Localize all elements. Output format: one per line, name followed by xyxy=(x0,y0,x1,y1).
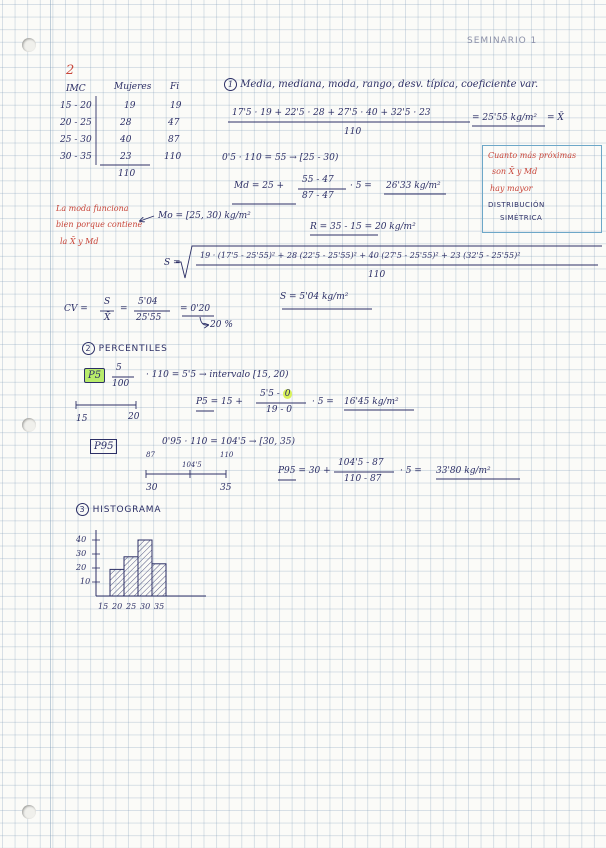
median-label: Md = 25 + xyxy=(234,181,285,191)
median-tail: · 5 = xyxy=(350,181,372,191)
symmetry-note-line5: SIMÉTRICA xyxy=(500,214,543,222)
histogram-bar xyxy=(110,569,124,596)
table-header-imc: IMC xyxy=(66,84,86,94)
histogram-bar xyxy=(152,564,166,596)
section3-title: HISTOGRAMA xyxy=(92,505,162,515)
problem-number: 2 xyxy=(66,63,75,78)
p5-calculation: · 110 = 5'5 → intervalo [15, 20) xyxy=(146,370,289,380)
p5-formula-label: P5 = 15 + xyxy=(196,397,243,407)
p95-formula-tail: · 5 = xyxy=(400,466,422,476)
p5-formula-den: 19 - 0 xyxy=(266,405,292,415)
table-cell: 19 xyxy=(170,101,182,111)
sd-denominator: 110 xyxy=(368,270,386,280)
symmetry-note-line4: DISTRIBUCIÓN xyxy=(488,201,545,209)
cv-equals: = xyxy=(120,304,128,314)
table-cell: 23 xyxy=(120,152,132,162)
table-cell: 40 xyxy=(120,135,132,145)
symmetry-note-line1: Cuanto más próximas xyxy=(488,151,577,160)
p5-axis-right: 20 xyxy=(128,412,140,422)
median-fraction-num: 55 - 47 xyxy=(302,175,334,185)
histogram-x-tick: 15 xyxy=(98,602,109,611)
p5-label: P5 xyxy=(84,370,105,381)
table-cell: 19 xyxy=(124,101,136,111)
histogram-bar xyxy=(138,540,152,596)
cv-fraction-den: X̄ xyxy=(104,313,111,323)
section1-title: Media, mediana, moda, rango, desv. típica, coeficiente var. xyxy=(240,79,539,90)
histogram-x-tick: 30 xyxy=(140,602,151,611)
table-total: 110 xyxy=(118,169,136,179)
p95-formula-den: 110 - 87 xyxy=(344,474,382,484)
cv-den: 25'55 xyxy=(136,313,162,323)
table-cell: 30 - 35 xyxy=(60,152,92,162)
p95-label: P95 xyxy=(90,441,117,452)
section2-title: PERCENTILES xyxy=(98,344,168,354)
table-cell: 25 - 30 xyxy=(60,135,92,145)
table-cell: 47 xyxy=(168,118,180,128)
table-header-fi: Fi xyxy=(170,82,180,92)
histogram-y-tick: 30 xyxy=(76,549,87,558)
page-header-title: SEMINARIO 1 xyxy=(467,36,538,46)
mode-note-line1: La moda funciona xyxy=(56,204,129,213)
cv-fraction-num: S xyxy=(104,297,111,307)
section3-number: 3 xyxy=(76,503,89,516)
p95-calculation: 0'95 · 110 = 104'5 → [30, 35) xyxy=(162,437,295,447)
sd-numerator: 19 · (17'5 - 25'55)² + 28 (22'5 - 25'55)² + 40 (27'5 - 25'55)² + 23 (32'5 - 25'55)² xyxy=(200,251,521,260)
table-cell: 15 - 20 xyxy=(60,101,92,111)
mode-note-line2: bien porque contiene xyxy=(56,220,143,229)
mode-value: Mo = [25, 30) kg/m² xyxy=(158,211,251,221)
cv-result: = 0'20 xyxy=(180,304,211,314)
symmetry-note-line3: hay mayor xyxy=(490,184,533,193)
section2-number: 2 xyxy=(82,342,95,355)
p5-fraction-num: 5 xyxy=(116,363,122,373)
p95-mark-mid: 104'5 xyxy=(182,461,202,469)
histogram-x-tick: 25 xyxy=(126,602,137,611)
cv-percent: 20 % xyxy=(210,320,233,330)
p5-formula-tail: · 5 = xyxy=(312,397,334,407)
p95-formula-label: P95 = 30 + xyxy=(278,466,331,476)
sd-result: S = 5'04 kg/m² xyxy=(280,292,349,302)
p95-mark-87: 87 xyxy=(146,451,155,459)
table-cell: 110 xyxy=(164,152,182,162)
p5-highlight-zero: 0 xyxy=(284,389,291,399)
histogram-x-tick: 20 xyxy=(112,602,123,611)
cv-num: 5'04 xyxy=(138,297,158,307)
median-result: 26'33 kg/m² xyxy=(386,181,441,191)
histogram-y-tick: 20 xyxy=(76,563,87,572)
p95-formula-num: 104'5 - 87 xyxy=(338,458,384,468)
table-cell: 28 xyxy=(120,118,132,128)
table-cell: 20 - 25 xyxy=(60,118,92,128)
histogram-x-tick: 35 xyxy=(154,602,165,611)
histogram-y-tick: 10 xyxy=(80,577,91,586)
mode-note-line3: la X̄ y Md xyxy=(60,237,99,246)
p5-result: 16'45 kg/m² xyxy=(344,397,399,407)
mean-result: = 25'55 kg/m² xyxy=(472,113,538,123)
median-position: 0'5 · 110 = 55 → [25 - 30) xyxy=(222,153,339,163)
table-cell: 87 xyxy=(168,135,180,145)
cv-label: CV = xyxy=(64,304,88,314)
table-header-mujeres: Mujeres xyxy=(114,82,152,92)
median-fraction-den: 87 - 47 xyxy=(302,191,334,201)
mean-symbol: = X̄ xyxy=(547,113,564,123)
histogram-y-tick: 40 xyxy=(76,535,87,544)
p5-fraction-den: 100 xyxy=(112,379,130,389)
p5-axis-left: 15 xyxy=(76,414,88,424)
p95-axis-right: 35 xyxy=(220,483,232,493)
p95-axis-left: 30 xyxy=(146,483,158,493)
p95-mark-110: 110 xyxy=(220,451,234,459)
p5-formula-num: 5'5 - 0 xyxy=(260,389,291,399)
mean-numerator: 17'5 · 19 + 22'5 · 28 + 27'5 · 40 + 32'5 · 23 xyxy=(232,108,431,118)
range-value: R = 35 - 15 = 20 kg/m² xyxy=(310,222,416,232)
p95-result: 33'80 kg/m² xyxy=(436,466,491,476)
histogram-bar xyxy=(124,557,138,596)
symmetry-note-line2: son X̄ y Md xyxy=(492,167,538,176)
sd-label: S = xyxy=(164,258,181,268)
section1-number: 1 xyxy=(224,78,237,91)
mean-denominator: 110 xyxy=(344,127,362,137)
